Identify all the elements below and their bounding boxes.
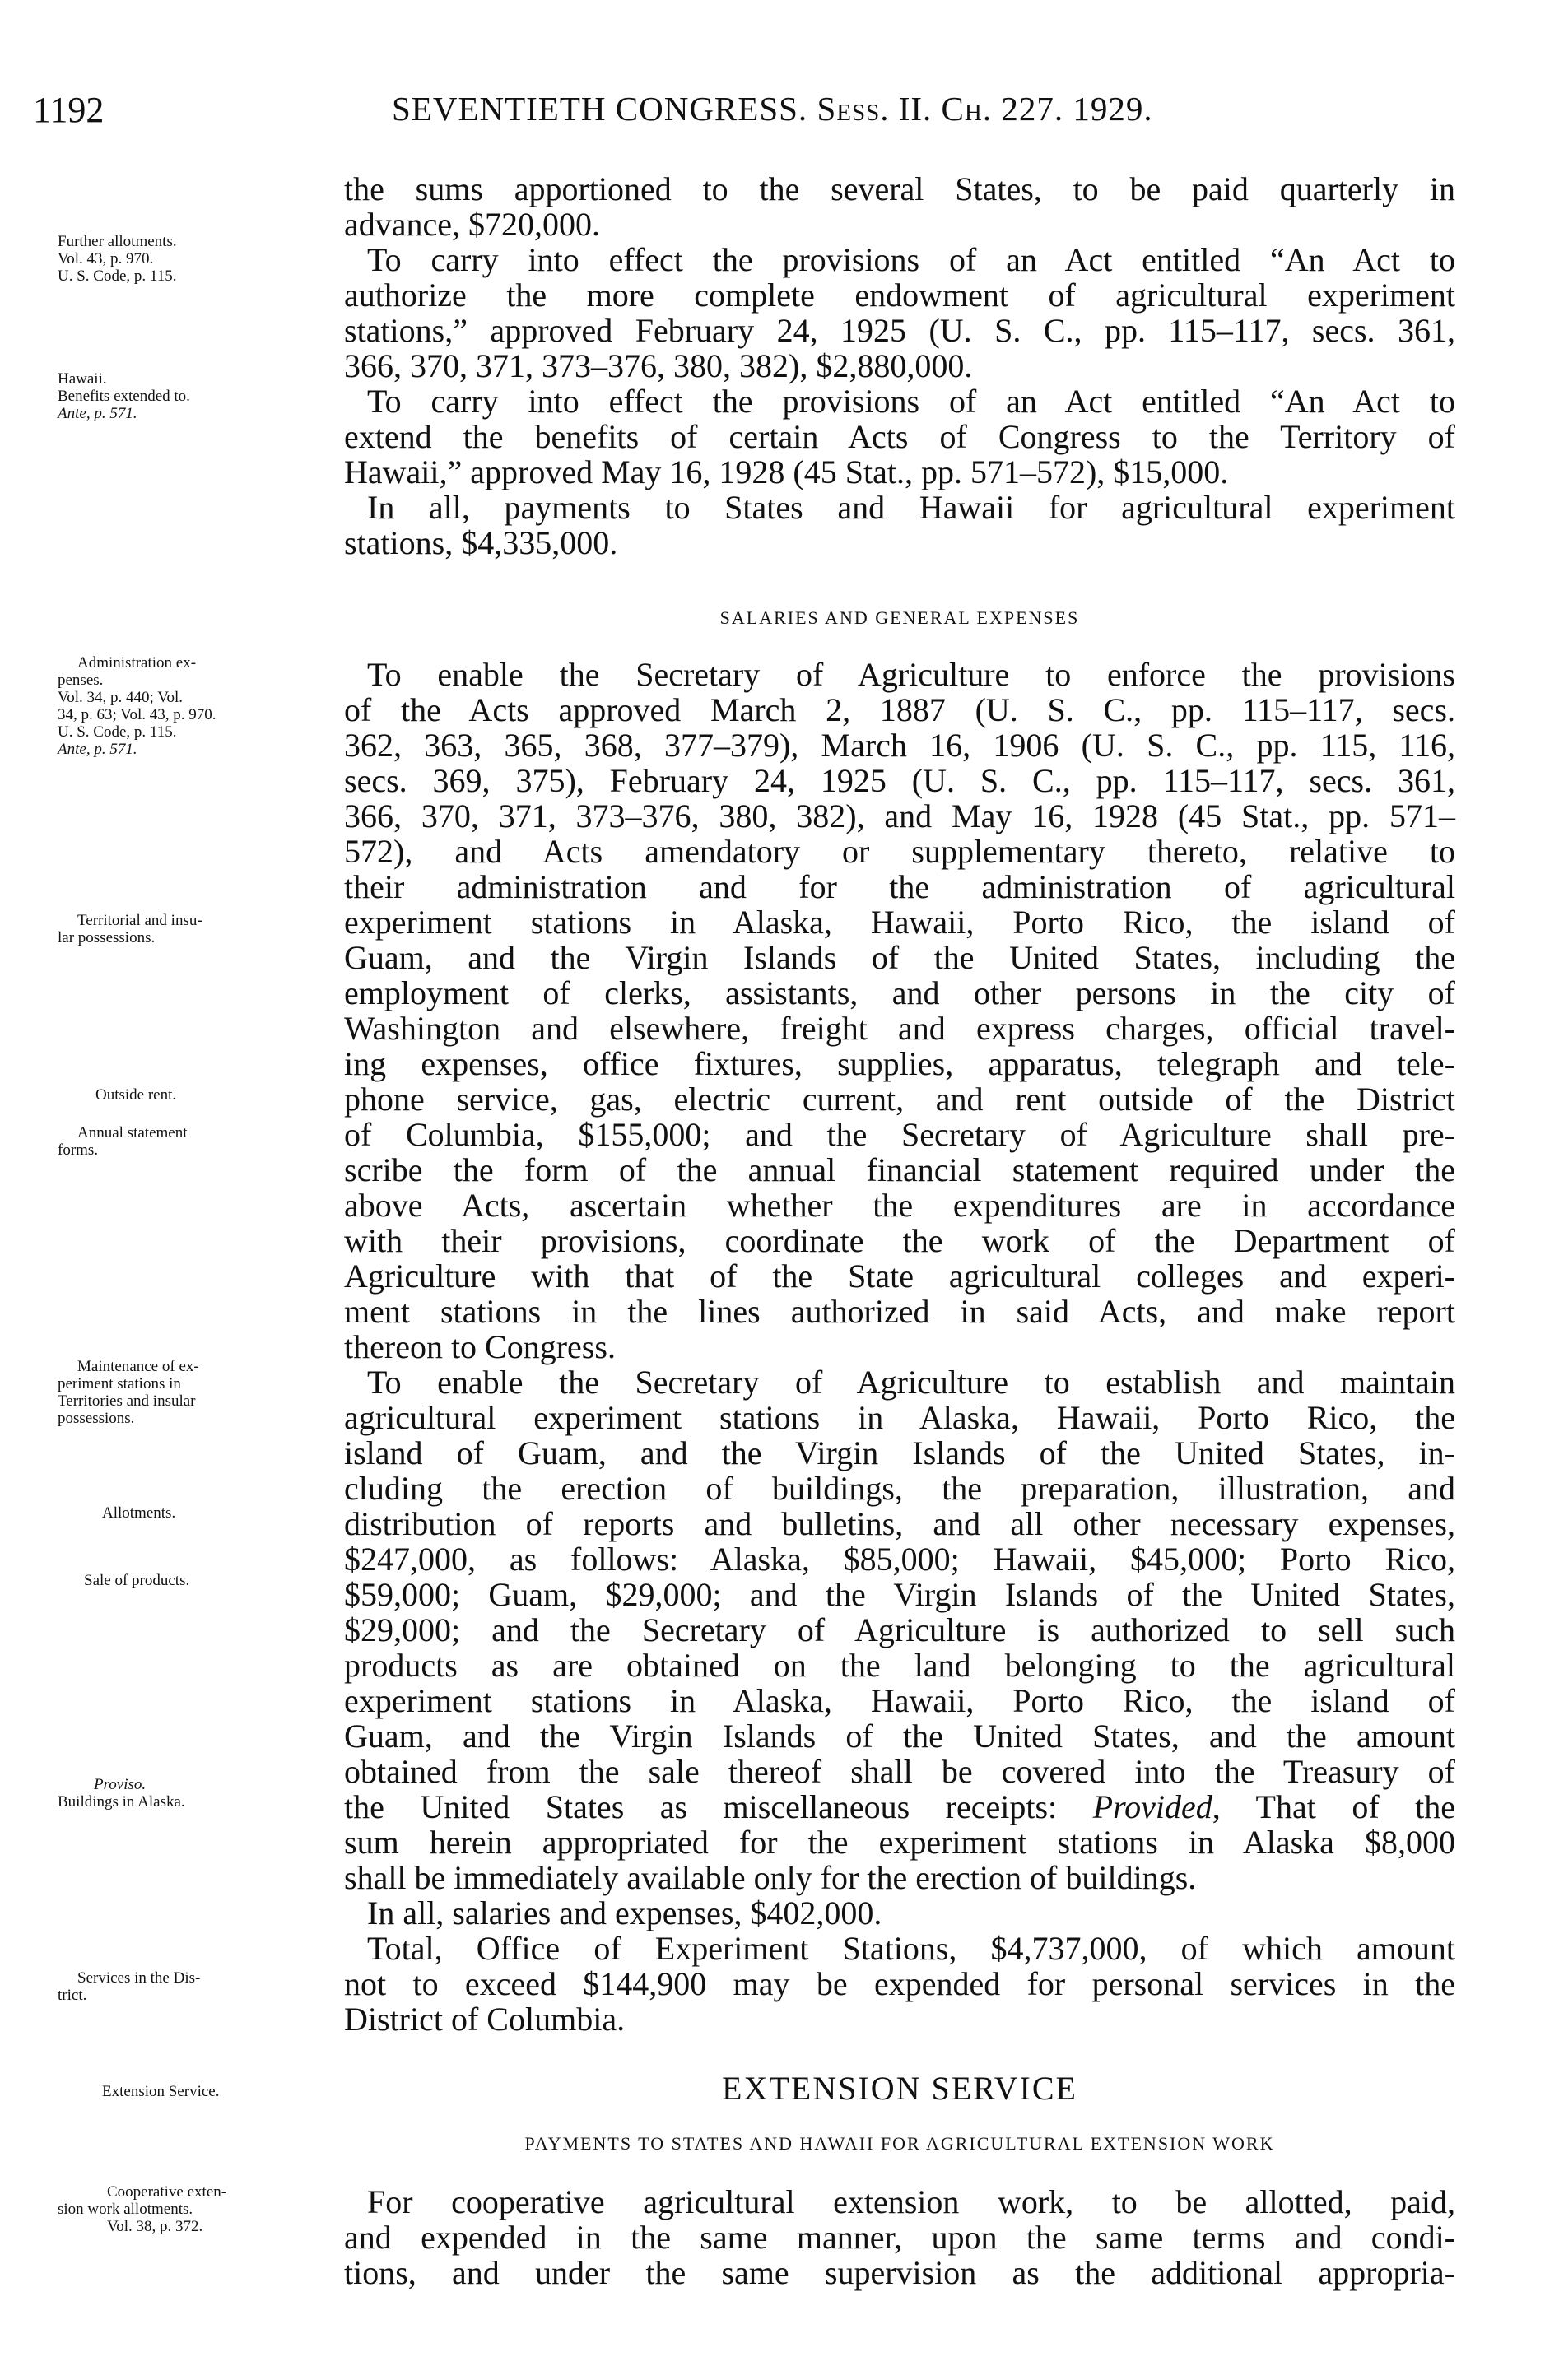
body-line: secs. 369, 375), February 24, 1925 (U. S. C., pp. 115–117, secs. 361, <box>344 762 1455 799</box>
body-line: extend the benefits of certain Acts of Congress to the Territory of <box>344 418 1455 455</box>
body-line: of the Acts approved March 2, 1887 (U. S. C., pp. 115–117, secs. <box>344 691 1455 728</box>
margin-note-line: Vol. 43, p. 970. <box>58 250 154 267</box>
margin-note-line: sion work allotments. <box>58 2201 193 2218</box>
margin-note-allotments <box>102 1504 382 1522</box>
body-line: authorize the more complete endowment of agricultural experiment <box>344 277 1455 314</box>
margin-note-proviso <box>58 1776 337 1811</box>
body-line: above Acts, ascertain whether the expenditures are in accordance <box>344 1187 1455 1224</box>
margin-note-line: Ante, p. 571. <box>58 741 137 758</box>
body-line: stations,” approved February 24, 1925 (U. S. C., pp. 115–117, secs. 361, <box>344 312 1455 349</box>
body-line: shall be immediately available only for the erection of buildings. <box>344 1859 1197 1896</box>
margin-note-line: Allotments. <box>102 1504 176 1522</box>
margin-note-line: Ante, p. 571. <box>58 405 137 422</box>
body-line: In all, salaries and expenses, $402,000. <box>367 1894 882 1931</box>
margin-note-line: Further allotments. <box>58 233 177 250</box>
body-line: To enable the Secretary of Agriculture to enforce the provisions <box>367 656 1455 693</box>
body-line: their administration and for the administration of agricultural <box>344 868 1455 905</box>
margin-note-administration <box>58 654 337 758</box>
body-line: 366, 370, 371, 373–376, 380, 382), and May 16, 1928 (45 Stat., pp. 571– <box>344 797 1455 834</box>
margin-note-line: Services in the Dis- <box>77 1969 201 1987</box>
margin-note-line: Administration ex- <box>77 654 197 672</box>
body-line: advance, $720,000. <box>344 206 601 243</box>
margin-note-line: Proviso. <box>94 1776 147 1793</box>
margin-note-line: U. S. Code, p. 115. <box>58 267 177 285</box>
body-line: phone service, gas, electric current, and rent outside of the District <box>344 1081 1455 1118</box>
body-line: agricultural experiment stations in Alaska, Hawaii, Porto Rico, the <box>344 1399 1455 1436</box>
body-line: To enable the Secretary of Agriculture to establish and maintain <box>367 1364 1455 1401</box>
body-line: 572), and Acts amendatory or supplementary thereto, relative to <box>344 833 1455 870</box>
margin-note-line: Benefits extended to. <box>58 388 190 405</box>
margin-note-line: Buildings in Alaska. <box>58 1793 185 1811</box>
body-line: Agriculture with that of the State agricultural colleges and experi- <box>344 1257 1455 1295</box>
margin-note-further-allotments <box>58 233 337 285</box>
body-line: $247,000, as follows: Alaska, $85,000; Hawaii, $45,000; Porto Rico, <box>344 1541 1455 1578</box>
margin-note-line: Extension Service. <box>102 2083 220 2100</box>
body-line: District of Columbia. <box>344 2001 626 2038</box>
margin-note-line: Vol. 34, p. 440; Vol. <box>58 689 184 706</box>
major-heading-extension-service: EXTENSION SERVICE <box>722 2070 1077 2107</box>
margin-note-line: Territories and insular <box>58 1392 196 1410</box>
margin-note-territorial <box>58 912 337 946</box>
body-line: not to exceed $144,900 may be expended for personal services in the <box>344 1965 1455 2002</box>
proviso-word: Provided <box>1092 1788 1212 1825</box>
margin-note-line: Cooperative exten- <box>107 2183 227 2201</box>
margin-note-line: periment stations in <box>58 1375 181 1392</box>
margin-note-line: lar possessions. <box>58 929 156 946</box>
body-line: distribution of reports and bulletins, and all other necessary expenses, <box>344 1505 1455 1542</box>
margin-note-line: 34, p. 63; Vol. 43, p. 970. <box>58 706 216 723</box>
body-line: To carry into effect the provisions of an Act entitled “An Act to <box>367 383 1455 420</box>
body-line: tions, and under the same supervision as the additional appropria- <box>344 2254 1455 2291</box>
body-line: For cooperative agricultural extension work, to be allotted, paid, <box>367 2183 1455 2220</box>
body-line-proviso <box>344 1789 1455 1825</box>
page-header <box>33 89 1490 138</box>
body-line: ing expenses, office fixtures, supplies, apparatus, telegraph and tele- <box>344 1045 1455 1082</box>
body-line: experiment stations in Alaska, Hawaii, Porto Rico, the island of <box>344 1682 1455 1719</box>
margin-note-line: penses. <box>58 672 104 689</box>
margin-note-line: Sale of products. <box>84 1572 190 1589</box>
body-line: $29,000; and the Secretary of Agriculture is authorized to sell such <box>344 1611 1455 1648</box>
running-head: SEVENTIETH CONGRESS. Sess. II. Ch. 227. 1929. <box>392 90 1153 128</box>
margin-note-line: U. S. Code, p. 115. <box>58 723 177 741</box>
body-line: In all, payments to States and Hawaii for agricultural experiment <box>367 489 1455 526</box>
body-line: 366, 370, 371, 373–376, 380, 382), $2,880,000. <box>344 347 973 384</box>
body-line: To carry into effect the provisions of an Act entitled “An Act to <box>367 241 1455 278</box>
body-line: employment of clerks, assistants, and other persons in the city of <box>344 974 1455 1011</box>
margin-note-line: trict. <box>58 1987 87 2004</box>
section-heading-payments: PAYMENTS TO STATES AND HAWAII FOR AGRICULTURAL EXTENSION WORK <box>524 2133 1275 2154</box>
section-heading-salaries: SALARIES AND GENERAL EXPENSES <box>719 607 1080 628</box>
body-line: products as are obtained on the land belonging to the agricultural <box>344 1647 1455 1684</box>
page-number: 1192 <box>33 90 105 130</box>
margin-note-line: Territorial and insu- <box>77 912 202 929</box>
margin-note-line: Maintenance of ex- <box>77 1358 199 1375</box>
body-line: thereon to Congress. <box>344 1328 616 1365</box>
margin-note-line: forms. <box>58 1141 99 1159</box>
body-line: $59,000; Guam, $29,000; and the Virgin Islands of the United States, <box>344 1576 1455 1613</box>
margin-note-maintenance <box>58 1358 337 1427</box>
margin-note-line: Hawaii. <box>58 370 107 388</box>
margin-note-line: Annual statement <box>77 1124 188 1141</box>
body-line: Hawaii,” approved May 16, 1928 (45 Stat., pp. 571–572), $15,000. <box>344 453 1229 490</box>
margin-note-line: possessions. <box>58 1410 135 1427</box>
body-line: with their provisions, coordinate the work of the Department of <box>344 1222 1455 1259</box>
body-line-text: the United States as miscellaneous receipts: <box>344 1788 1058 1825</box>
body-line: 362, 363, 365, 368, 377–379), March 16, 1906 (U. S. C., pp. 115, 116, <box>344 727 1455 764</box>
running-head-smallcaps: Sess. <box>817 90 890 128</box>
body-line-text: , That of the <box>1212 1788 1456 1825</box>
running-head-smallcaps: Ch. <box>941 90 993 128</box>
body-line: the sums apportioned to the several States, to be paid quarterly in <box>344 170 1455 207</box>
body-line: Washington and elsewhere, freight and express charges, official travel- <box>344 1010 1455 1047</box>
margin-note-services-district <box>58 1969 337 2004</box>
margin-note-annual-statement <box>58 1124 337 1159</box>
body-line: scribe the form of the annual financial statement required under the <box>344 1151 1455 1188</box>
body-line: Guam, and the Virgin Islands of the United States, and the amount <box>344 1718 1455 1755</box>
margin-note-extension-service <box>102 2083 382 2100</box>
body-line: sum herein appropriated for the experiment stations in Alaska $8,000 <box>344 1824 1455 1861</box>
margin-note-hawaii <box>58 370 337 422</box>
margin-note-outside-rent <box>95 1086 375 1104</box>
margin-note-sale-of-products <box>84 1572 364 1589</box>
body-line: ment stations in the lines authorized in said Acts, and make report <box>344 1293 1455 1330</box>
body-line: cluding the erection of buildings, the preparation, illustration, and <box>344 1470 1455 1507</box>
body-line: stations, $4,335,000. <box>344 524 618 561</box>
body-line: island of Guam, and the Virgin Islands of the United States, in- <box>344 1434 1455 1471</box>
margin-note-line: Vol. 38, p. 372. <box>107 2218 203 2235</box>
margin-note-line: Outside rent. <box>95 1086 177 1104</box>
body-line: Total, Office of Experiment Stations, $4,737,000, of which amount <box>367 1930 1455 1967</box>
body-line: and expended in the same manner, upon the same terms and condi- <box>344 2219 1455 2256</box>
body-line: obtained from the sale thereof shall be covered into the Treasury of <box>344 1753 1455 1790</box>
body-line: of Columbia, $155,000; and the Secretary of Agriculture shall pre- <box>344 1116 1455 1153</box>
margin-note-cooperative-extension <box>58 2183 337 2235</box>
body-line: Guam, and the Virgin Islands of the United States, including the <box>344 939 1455 976</box>
body-line: experiment stations in Alaska, Hawaii, Porto Rico, the island of <box>344 904 1455 941</box>
